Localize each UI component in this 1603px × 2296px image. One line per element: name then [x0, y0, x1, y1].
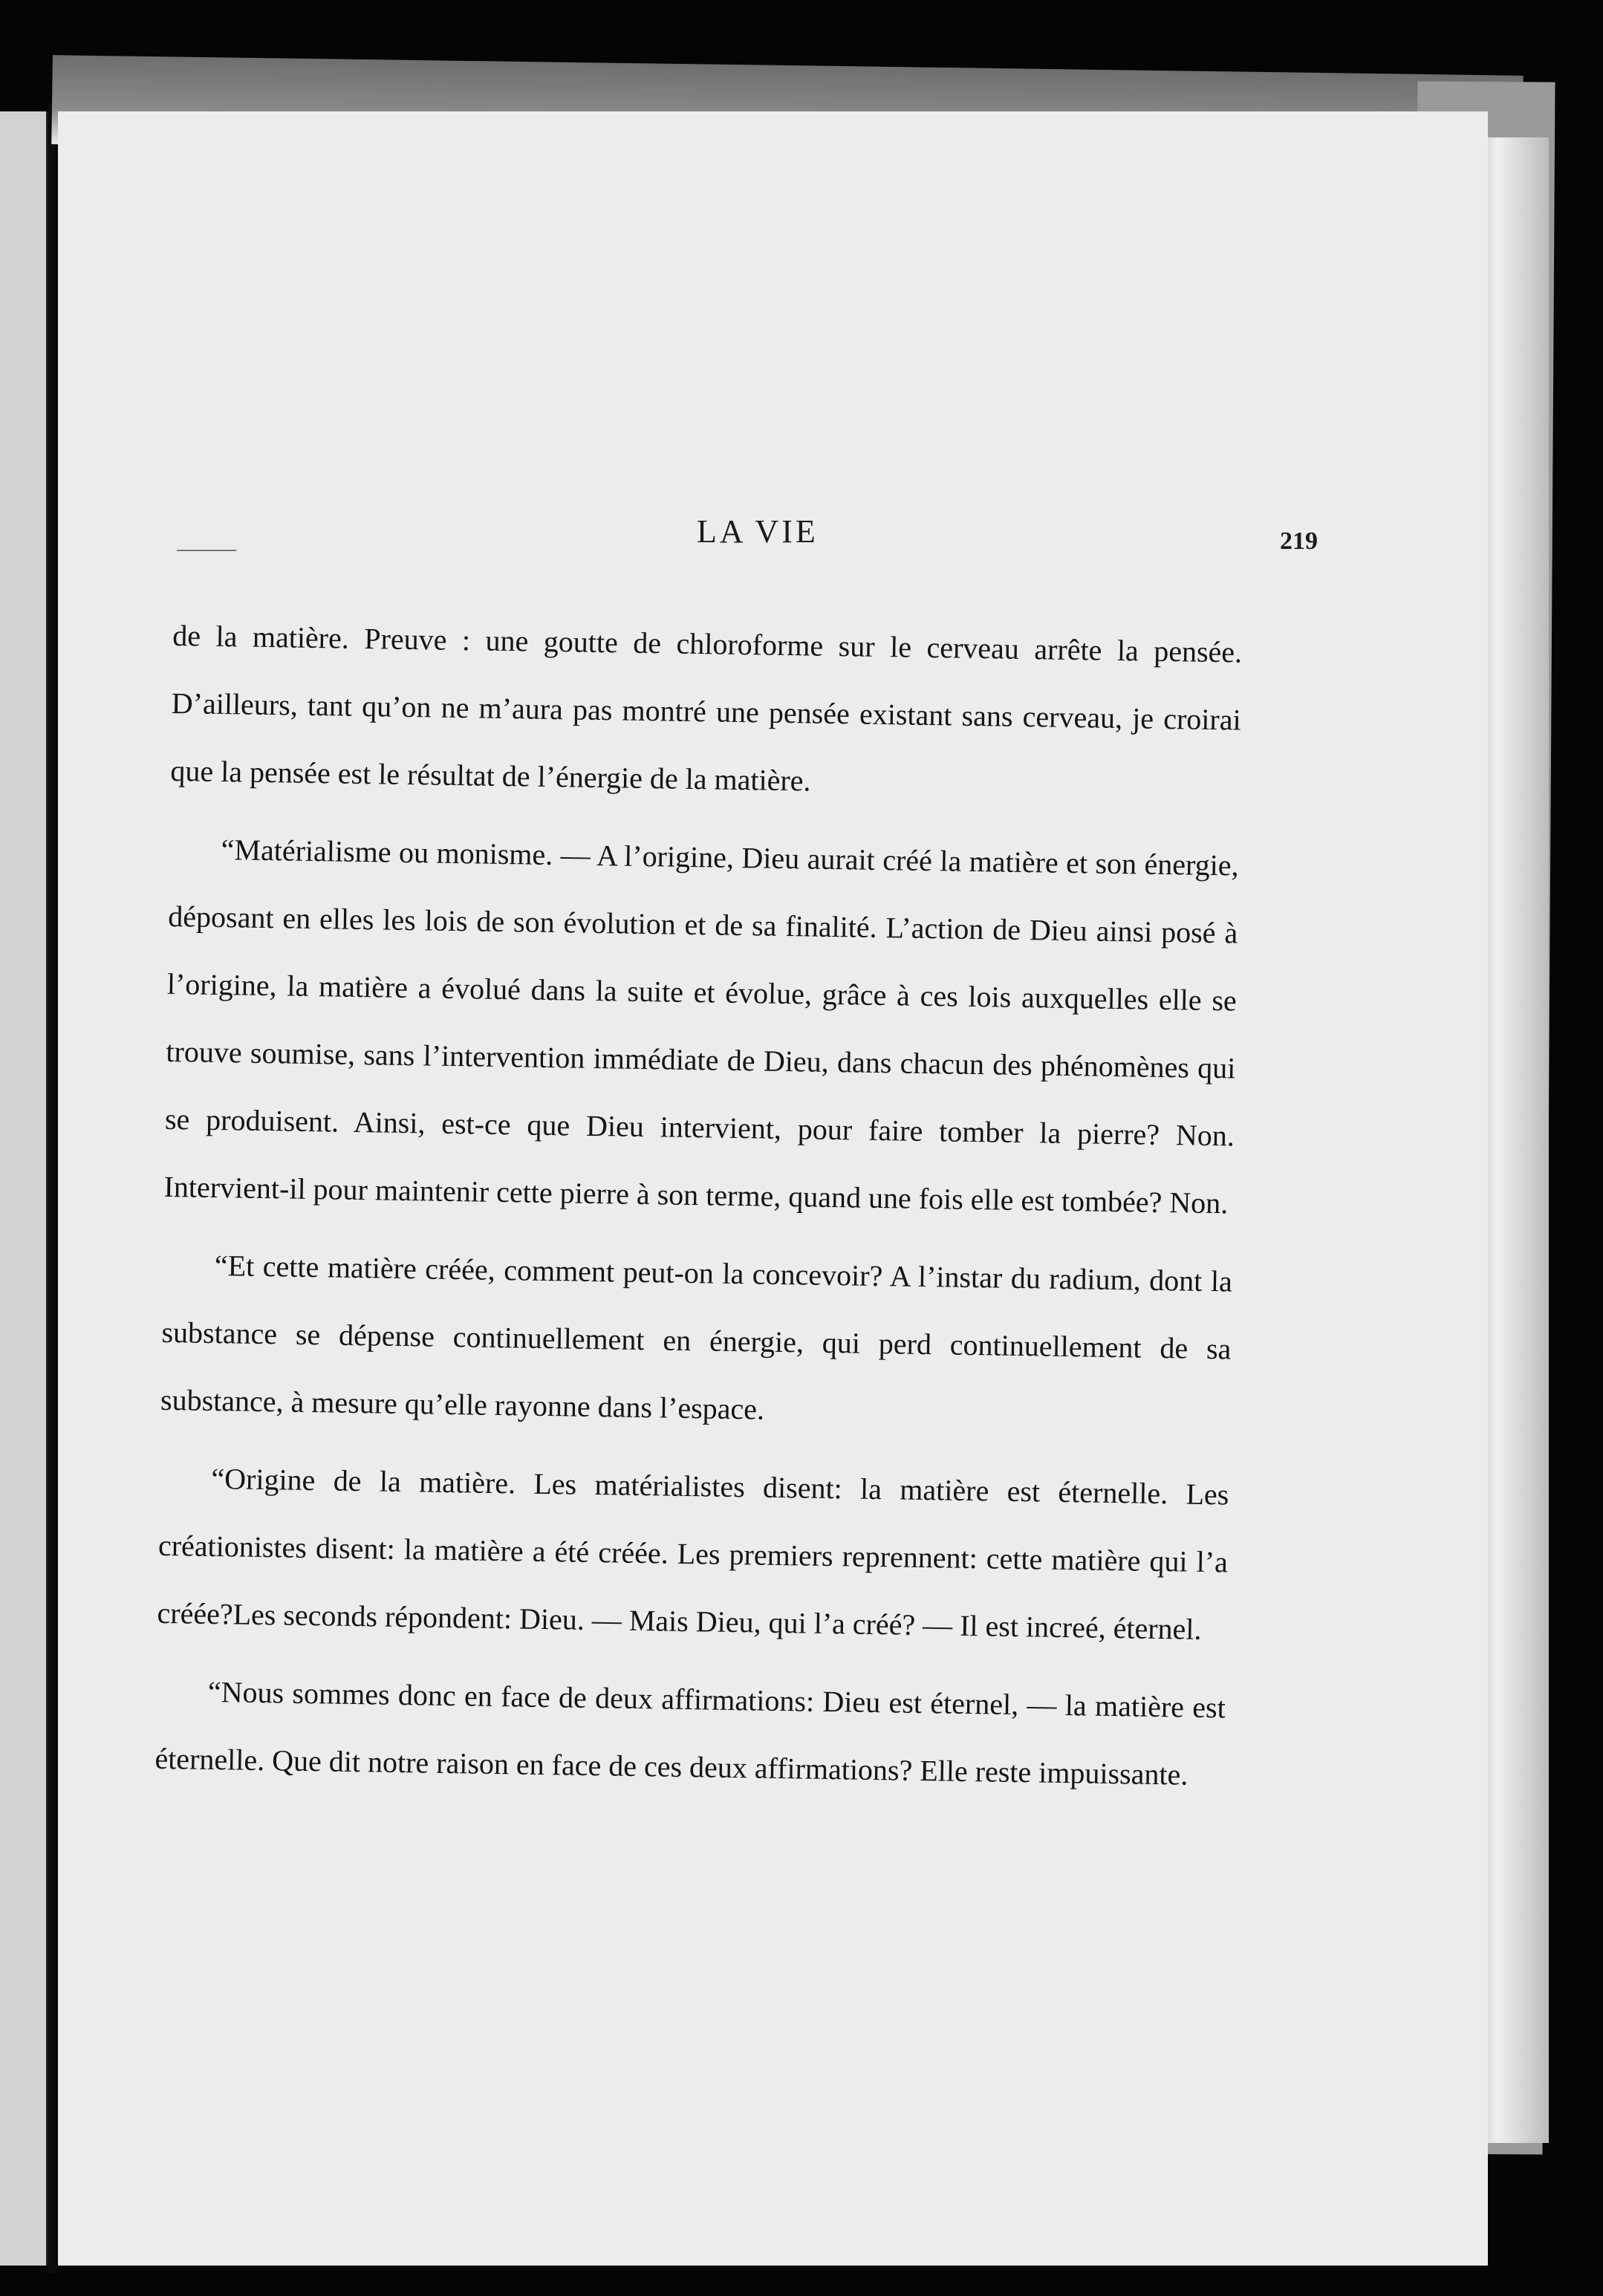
left-page-edge — [0, 111, 48, 2266]
page-body — [155, 602, 1243, 1819]
page-header — [177, 397, 1336, 555]
page-number: 219 — [1280, 527, 1318, 555]
paragraph: de la matière. Preuve : une goutte de chloroforme sur le cerveau arrête la pensée. D’ailleurs, tant qu’on ne m’aura pas montré une pensée existant sans cerveau, je croirai que la pensée est le résultat de l’énergie de la matière. — [170, 618, 1243, 798]
paragraph: “Origine de la matière. Les matérialistes disent: la matière est éternelle. Les créationistes disent: la matière a été créée. Les premiers reprennent: cette matière qui l’a créée?Les seconds répondent: Dieu. — Mais Dieu, qui l’a créé? — Il est increé, éternel. — [157, 1461, 1229, 1646]
book-page — [58, 111, 1488, 2266]
book-gutter — [48, 104, 56, 2273]
paragraph: “Matérialisme ou monisme. — A l’origine, Dieu aurait créé la matière et son énergie, déposant en elles les lois de son évolution et de sa finalité. L’action de Dieu ainsi posé à l’origine, la matière a évolué dans la suite et évolue, grâce à ces lois auxquelles elle se trouve soumise, sans l’intervention immédiate de Dieu, dans chacun des phénomènes qui se produisent. Ainsi, est-ce que Dieu intervient, pour faire tomber la pierre? Non. Intervient-il pour maintenir cette pierre à son terme, quand une fois elle est tombée? Non. — [163, 833, 1239, 1220]
header-rule — [177, 550, 236, 551]
paragraph: “Et cette matière créée, comment peut-on la concevoir? A l’instar du radium, dont la substance se dépense continuellement en énergie, qui perd continuellement de sa substance, à mesure qu’elle rayonne dans l’espace. — [160, 1248, 1233, 1426]
paragraph: “Nous sommes donc en face de deux affirmations: Dieu est éternel, — la matière est éternelle. Que dit notre raison en face de ces deux affirmations? Elle reste impuissante. — [155, 1674, 1226, 1792]
running-title: LA VIE — [697, 513, 819, 550]
